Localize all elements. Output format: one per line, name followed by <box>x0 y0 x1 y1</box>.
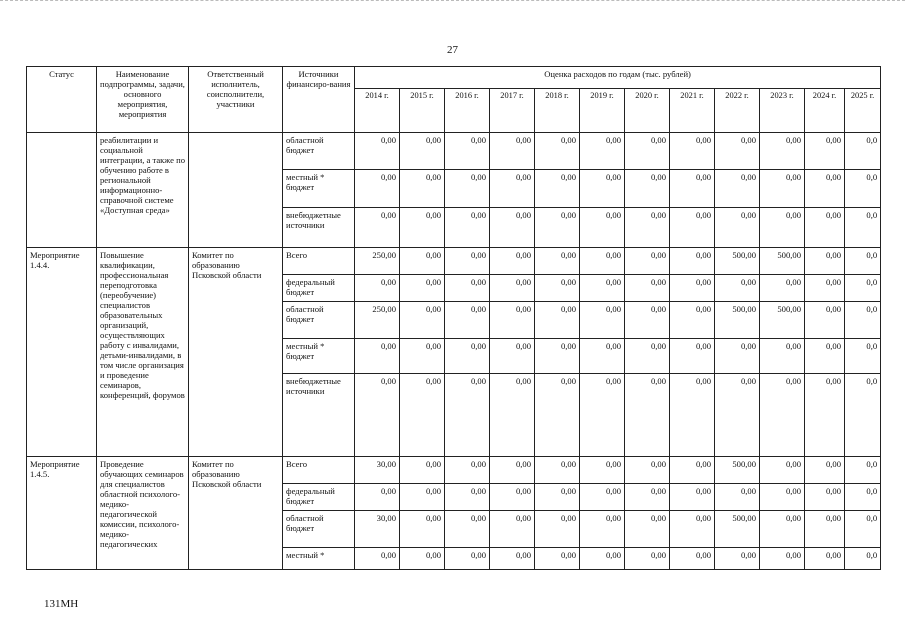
responsible-cell: Комитет по образованию Псковской области <box>189 248 283 457</box>
value-cell: 0,00 <box>670 248 715 275</box>
value-cell: 0,00 <box>490 511 535 548</box>
value-cell: 0,00 <box>715 548 760 570</box>
value-cell: 0,00 <box>625 548 670 570</box>
value-cell: 0,00 <box>670 511 715 548</box>
value-cell: 0,00 <box>580 339 625 374</box>
value-cell: 0,00 <box>535 133 580 170</box>
value-cell: 0,00 <box>805 374 845 457</box>
value-cell: 0,00 <box>670 208 715 248</box>
responsible-cell <box>189 133 283 248</box>
value-cell: 0,00 <box>400 484 445 511</box>
value-cell: 0,00 <box>580 248 625 275</box>
value-cell: 0,00 <box>625 170 670 208</box>
value-cell: 0,0 <box>845 339 881 374</box>
value-cell: 0,00 <box>760 208 805 248</box>
value-cell: 0,00 <box>535 208 580 248</box>
value-cell: 0,00 <box>400 548 445 570</box>
header-year: 2022 г. <box>715 89 760 133</box>
responsible-cell: Комитет по образованию Псковской области <box>189 457 283 570</box>
value-cell: 0,00 <box>580 511 625 548</box>
value-cell: 0,0 <box>845 275 881 302</box>
value-cell: 0,00 <box>625 374 670 457</box>
value-cell: 0,00 <box>670 275 715 302</box>
value-cell: 0,00 <box>490 339 535 374</box>
value-cell: 0,00 <box>625 484 670 511</box>
header-year: 2021 г. <box>670 89 715 133</box>
value-cell: 0,00 <box>625 339 670 374</box>
value-cell: 0,00 <box>715 170 760 208</box>
value-cell: 0,00 <box>535 302 580 339</box>
header-year: 2020 г. <box>625 89 670 133</box>
status-cell <box>27 133 97 248</box>
header-year: 2023 г. <box>760 89 805 133</box>
header-sources: Источники финансиро-вания <box>283 67 355 133</box>
value-cell: 0,00 <box>580 457 625 484</box>
value-cell: 0,00 <box>355 339 400 374</box>
header-year: 2024 г. <box>805 89 845 133</box>
footer-code: 131МН <box>44 598 79 610</box>
value-cell: 0,00 <box>400 248 445 275</box>
value-cell: 0,00 <box>355 170 400 208</box>
table-row <box>27 133 881 170</box>
value-cell: 0,00 <box>805 548 845 570</box>
value-cell: 0,00 <box>760 511 805 548</box>
value-cell: 0,00 <box>760 170 805 208</box>
value-cell: 0,00 <box>355 133 400 170</box>
value-cell: 0,00 <box>760 457 805 484</box>
value-cell: 0,00 <box>760 374 805 457</box>
budget-table <box>26 66 881 570</box>
value-cell: 0,00 <box>670 170 715 208</box>
value-cell: 0,00 <box>625 457 670 484</box>
header-status: Статус <box>27 67 97 133</box>
value-cell: 0,00 <box>445 208 490 248</box>
value-cell: 500,00 <box>715 511 760 548</box>
value-cell: 0,00 <box>580 208 625 248</box>
source-cell: местный * бюджет <box>283 339 355 374</box>
value-cell: 0,00 <box>445 339 490 374</box>
value-cell: 0,00 <box>625 275 670 302</box>
source-cell: федеральный бюджет <box>283 275 355 302</box>
value-cell: 0,00 <box>535 484 580 511</box>
header-estimate: Оценка расходов по годам (тыс. рублей) <box>355 67 881 89</box>
value-cell: 0,00 <box>715 208 760 248</box>
value-cell: 500,00 <box>715 457 760 484</box>
value-cell: 0,00 <box>355 374 400 457</box>
value-cell: 0,0 <box>845 248 881 275</box>
value-cell: 0,0 <box>845 484 881 511</box>
value-cell: 0,00 <box>400 339 445 374</box>
source-cell: Всего <box>283 248 355 275</box>
value-cell: 0,00 <box>445 133 490 170</box>
value-cell: 0,0 <box>845 208 881 248</box>
header-responsible: Ответственный исполнитель, соисполнители, участники <box>189 67 283 133</box>
value-cell: 30,00 <box>355 457 400 484</box>
value-cell: 0,00 <box>535 275 580 302</box>
value-cell: 0,00 <box>625 511 670 548</box>
value-cell: 500,00 <box>715 248 760 275</box>
header-name: Наименование подпрограммы, задачи, основного мероприятия, мероприятия <box>97 67 189 133</box>
value-cell: 0,00 <box>490 374 535 457</box>
value-cell: 0,00 <box>805 511 845 548</box>
value-cell: 0,00 <box>580 302 625 339</box>
value-cell: 500,00 <box>715 302 760 339</box>
value-cell: 0,00 <box>670 339 715 374</box>
value-cell: 0,00 <box>535 511 580 548</box>
source-cell: областной бюджет <box>283 511 355 548</box>
source-cell: местный * <box>283 548 355 570</box>
source-cell: федеральный бюджет <box>283 484 355 511</box>
value-cell: 250,00 <box>355 302 400 339</box>
value-cell: 0,00 <box>445 548 490 570</box>
value-cell: 0,00 <box>670 548 715 570</box>
name-cell: Проведение обучающих семинаров для специалистов областной психолого-медико-педагогической комиссии, психолого-медико-педагогических <box>97 457 189 570</box>
value-cell: 0,00 <box>355 275 400 302</box>
value-cell: 0,00 <box>805 302 845 339</box>
value-cell: 0,00 <box>580 133 625 170</box>
value-cell: 0,00 <box>715 484 760 511</box>
value-cell: 0,00 <box>400 374 445 457</box>
status-cell: Мероприятие 1.4.5. <box>27 457 97 570</box>
value-cell: 0,00 <box>490 133 535 170</box>
value-cell: 0,00 <box>715 275 760 302</box>
value-cell: 0,00 <box>715 339 760 374</box>
value-cell: 0,00 <box>805 275 845 302</box>
value-cell: 0,00 <box>535 548 580 570</box>
name-cell: реабилитации и социальной интеграции, а также по обучению работе в региональной информационно-справочной системе «Доступная среда» <box>97 133 189 248</box>
value-cell: 0,00 <box>490 457 535 484</box>
value-cell: 0,00 <box>400 302 445 339</box>
header-year: 2017 г. <box>490 89 535 133</box>
source-cell: Всего <box>283 457 355 484</box>
value-cell: 0,00 <box>760 275 805 302</box>
value-cell: 0,00 <box>805 457 845 484</box>
value-cell: 0,00 <box>445 275 490 302</box>
value-cell: 0,00 <box>535 248 580 275</box>
value-cell: 0,00 <box>805 484 845 511</box>
table-row <box>27 248 881 275</box>
value-cell: 0,00 <box>535 457 580 484</box>
value-cell: 0,00 <box>400 511 445 548</box>
value-cell: 0,0 <box>845 170 881 208</box>
name-cell: Повышение квалификации, профессиональная переподготовка (переобучение) специалистов образовательных организаций, осуществляющих работу с инвалидами, детьми-инвалидами, в том числе организация и проведение семинаров, конференций, форумов <box>97 248 189 457</box>
value-cell: 0,0 <box>845 511 881 548</box>
status-cell: Мероприятие 1.4.4. <box>27 248 97 457</box>
value-cell: 0,00 <box>445 511 490 548</box>
value-cell: 0,00 <box>355 208 400 248</box>
value-cell: 0,00 <box>535 374 580 457</box>
value-cell: 0,00 <box>580 548 625 570</box>
source-cell: местный * бюджет <box>283 170 355 208</box>
value-cell: 0,0 <box>845 374 881 457</box>
value-cell: 0,0 <box>845 548 881 570</box>
value-cell: 0,0 <box>845 302 881 339</box>
value-cell: 0,00 <box>670 133 715 170</box>
header-year: 2016 г. <box>445 89 490 133</box>
value-cell: 0,00 <box>805 248 845 275</box>
value-cell: 0,00 <box>805 133 845 170</box>
value-cell: 0,00 <box>580 170 625 208</box>
value-cell: 0,00 <box>535 339 580 374</box>
page-number: 27 <box>447 44 458 56</box>
page-top-edge <box>0 0 905 2</box>
value-cell: 0,00 <box>445 457 490 484</box>
value-cell: 0,00 <box>355 484 400 511</box>
header-year: 2019 г. <box>580 89 625 133</box>
value-cell: 0,00 <box>625 248 670 275</box>
value-cell: 30,00 <box>355 511 400 548</box>
value-cell: 0,00 <box>760 484 805 511</box>
value-cell: 0,00 <box>445 170 490 208</box>
source-cell: областной бюджет <box>283 133 355 170</box>
value-cell: 0,00 <box>805 170 845 208</box>
value-cell: 0,00 <box>625 133 670 170</box>
value-cell: 0,00 <box>490 484 535 511</box>
value-cell: 0,00 <box>580 484 625 511</box>
value-cell: 0,00 <box>670 374 715 457</box>
value-cell: 0,00 <box>805 339 845 374</box>
value-cell: 0,00 <box>445 484 490 511</box>
value-cell: 0,00 <box>490 248 535 275</box>
source-cell: внебюджетные источники <box>283 374 355 457</box>
value-cell: 0,00 <box>670 457 715 484</box>
value-cell: 500,00 <box>760 302 805 339</box>
value-cell: 0,00 <box>625 302 670 339</box>
value-cell: 0,00 <box>535 170 580 208</box>
value-cell: 0,0 <box>845 133 881 170</box>
header-year: 2015 г. <box>400 89 445 133</box>
value-cell: 0,00 <box>445 374 490 457</box>
header-year: 2018 г. <box>535 89 580 133</box>
value-cell: 0,00 <box>670 484 715 511</box>
header-year: 2014 г. <box>355 89 400 133</box>
value-cell: 0,00 <box>355 548 400 570</box>
value-cell: 0,00 <box>715 374 760 457</box>
value-cell: 250,00 <box>355 248 400 275</box>
value-cell: 0,00 <box>400 275 445 302</box>
header-year: 2025 г. <box>845 89 881 133</box>
value-cell: 0,00 <box>670 302 715 339</box>
value-cell: 0,00 <box>580 275 625 302</box>
source-cell: внебюджетные источники <box>283 208 355 248</box>
value-cell: 0,00 <box>445 248 490 275</box>
value-cell: 0,00 <box>715 133 760 170</box>
table-row <box>27 457 881 484</box>
value-cell: 0,00 <box>400 457 445 484</box>
value-cell: 0,00 <box>490 170 535 208</box>
value-cell: 0,00 <box>760 133 805 170</box>
value-cell: 0,00 <box>760 339 805 374</box>
value-cell: 0,00 <box>490 208 535 248</box>
value-cell: 0,00 <box>400 133 445 170</box>
value-cell: 0,00 <box>400 208 445 248</box>
value-cell: 0,00 <box>400 170 445 208</box>
value-cell: 0,00 <box>490 275 535 302</box>
value-cell: 0,00 <box>580 374 625 457</box>
source-cell: областной бюджет <box>283 302 355 339</box>
value-cell: 0,00 <box>490 548 535 570</box>
value-cell: 0,00 <box>760 548 805 570</box>
value-cell: 500,00 <box>760 248 805 275</box>
value-cell: 0,0 <box>845 457 881 484</box>
value-cell: 0,00 <box>490 302 535 339</box>
value-cell: 0,00 <box>445 302 490 339</box>
value-cell: 0,00 <box>625 208 670 248</box>
value-cell: 0,00 <box>805 208 845 248</box>
